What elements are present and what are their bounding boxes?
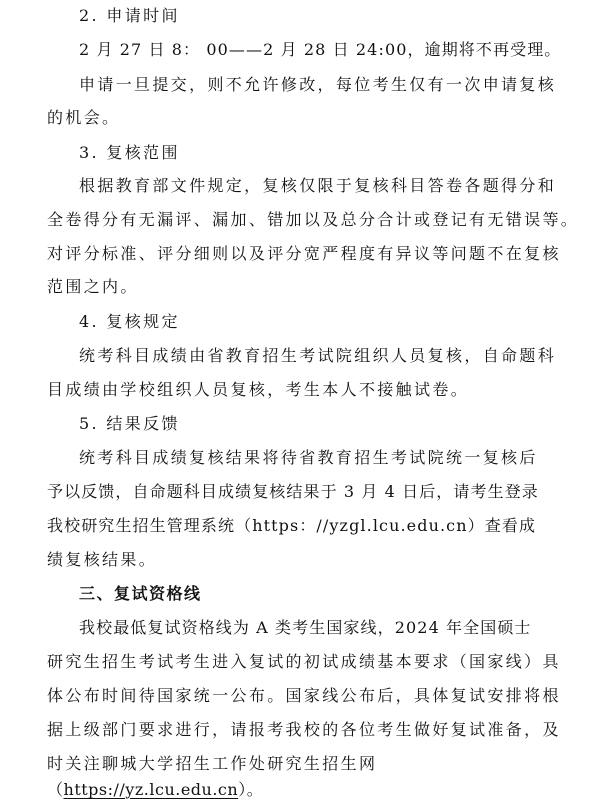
item-5-heading: 5. 结果反馈 [79,414,180,433]
item-3-line-2: 全卷得分有无漏评、漏加、错加以及总分合计或登记有无错误等。 [47,210,580,229]
section-3-heading: 三、复试资格线 [79,584,202,603]
item-3-line-3: 对评分标准、评分细则以及评分宽严程度有异议等问题不在复核 [47,244,561,263]
item-5-line-1: 统考科目成绩复核结果将待省教育招生考试院统一复核后 [79,448,538,467]
item-2-line-3: 的机会。 [47,108,121,127]
item-2-heading: 2. 申请时间 [79,6,180,25]
section-3-line-1: 我校最低复试资格线为 A 类考生国家线，2024 年全国硕士 [79,618,532,637]
section-3-line-4: 据上级部门要求进行，请报考我校的各位考生做好复试准备，及 [47,720,561,739]
item-3-line-1: 根据教育部文件规定，复核仅限于复核科目答卷各题得分和 [79,176,557,195]
recruitment-website-link[interactable]: https://yz.lcu.edu.cn [63,780,239,799]
item-2-line-2: 申请一旦提交，则不允许修改，每位考生仅有一次申请复核 [79,75,557,94]
item-5-line-2: 予以反馈，自命题科目成绩复核结果于 3 月 4 日后，请考生登录 [47,482,539,501]
close-paren: ）。 [238,780,264,799]
item-4-heading: 4. 复核规定 [79,312,180,331]
item-3-line-4: 范围之内。 [47,277,139,296]
item-4-line-2: 目成绩由学校组织人员复核，考生本人不接触试卷。 [47,380,470,399]
section-3-line-5: 时关注聊城大学招生工作处研究生招生网 [47,754,378,773]
open-paren: （ [47,780,64,799]
section-3-line-3: 体公布时间待国家统一公布。国家线公布后，具体复试安排将根 [47,686,561,705]
item-5-line-4: 绩复核结果。 [47,550,158,569]
item-5-line-3: 我校研究生招生管理系统（https：//yzgl.lcu.edu.cn）查看成 [47,516,537,535]
item-2-line-1: 2 月 27 日 8： 00——2 月 28 日 24:00，逾期将不再受理。 [79,40,562,59]
item-4-line-1: 统考科目成绩由省教育招生考试院组织人员复核，自命题科 [79,346,557,365]
section-3-line-6 [47,780,547,800]
item-3-heading: 3. 复核范围 [79,143,180,162]
section-3-line-2: 研究生招生考试考生进入复试的初试成绩基本要求（国家线）具 [47,652,561,671]
